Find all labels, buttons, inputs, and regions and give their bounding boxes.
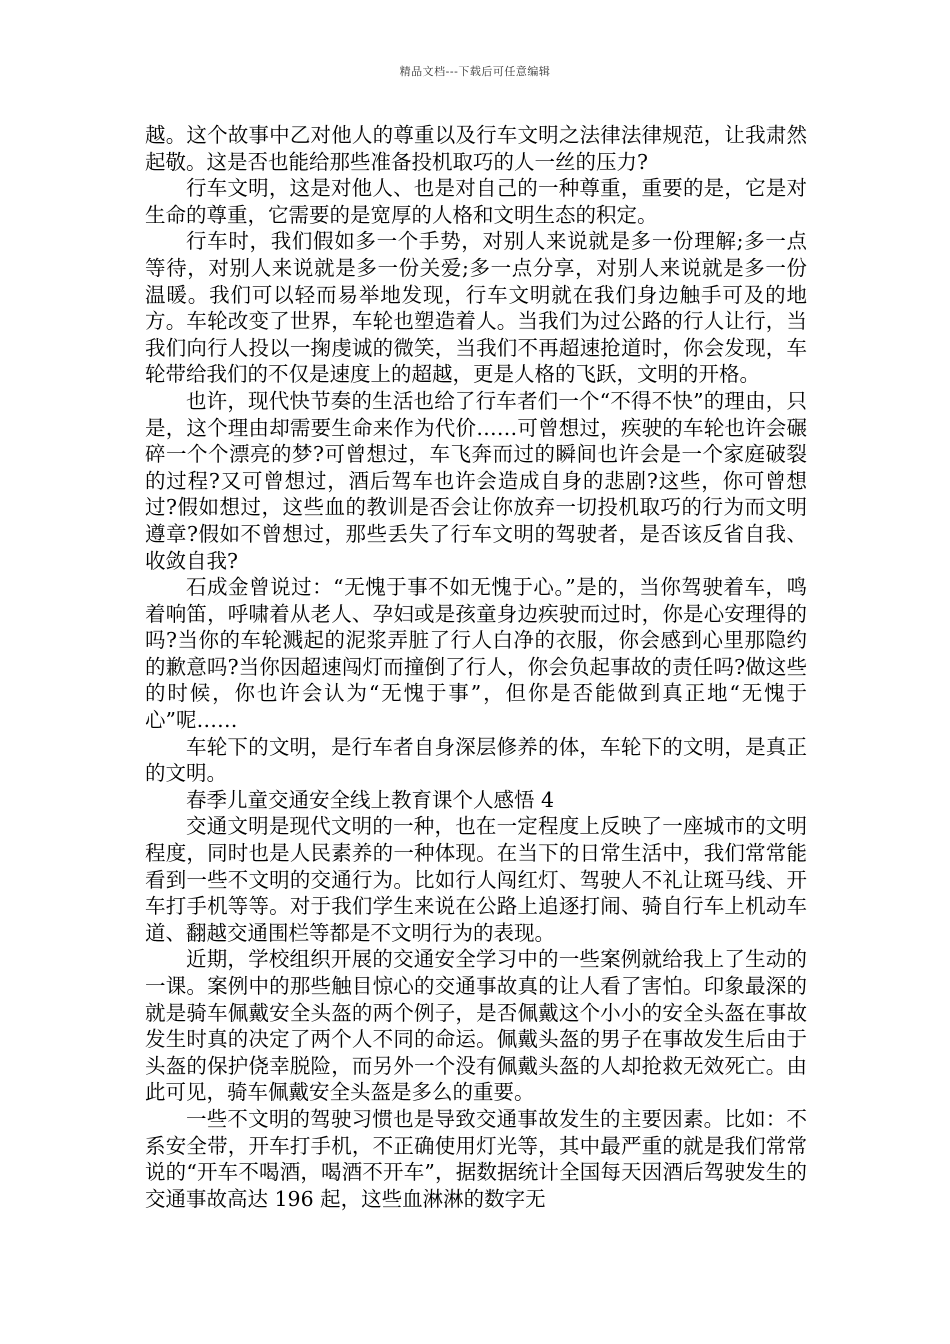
document-body <box>145 122 807 1212</box>
paragraph-9: 一些不文明的驾驶习惯也是导致交通事故发生的主要因素。比如：不系安全带，开车打手机，不正确使用灯光等，其中最严重的就是我们常常说的“开车不喝酒，喝酒不开车”，据数据统计全国每天因酒后驾驶发生的交通事故高达 196 起，这些血淋淋的数字无 <box>145 1106 807 1211</box>
paragraph-3: 行车时，我们假如多一个手势，对别人来说就是多一份理解;多一点等待，对别人来说就是多一份关爱;多一点分享，对别人来说就是多一份温暖。我们可以轻而易举地发现，行车文明就在我们身边触手可及的地方。车轮改变了世界，车轮也塑造着人。当我们为过公路的行人让行，当我们向行人投以一掬虔诚的微笑，当我们不再超速抢道时，你会发现，车轮带给我们的不仅是速度上的超越，更是人格的飞跃，文明的开格。 <box>145 229 807 387</box>
paragraph-1: 越。这个故事中乙对他人的尊重以及行车文明之法律法律规范，让我肃然起敬。这是否也能给那些准备投机取巧的人一丝的压力? <box>145 123 807 174</box>
paragraph-8: 近期，学校组织开展的交通安全学习中的一些案例就给我上了生动的一课。案例中的那些触目惊心的交通事故真的让人看了害怕。印象最深的就是骑车佩戴安全头盔的两个例子，是否佩戴这个小小的安全头盔在事故发生时真的决定了两个人不同的命运。佩戴头盔的男子在事故发生后由于头盔的保护侥幸脱险，而另外一个没有佩戴头盔的人却抢救无效死亡。由此可见，骑车佩戴安全头盔是多么的重要。 <box>145 947 807 1105</box>
paragraph-5: 石成金曾说过：“无愧于事不如无愧于心。”是的，当你驾驶着车，鸣着响笛，呼啸着从老人、孕妇或是孩童身边疾驶而过时，你是心安理得的吗?当你的车轮溅起的泥浆弄脏了行人白净的衣服，你会感到心里那隐约的歉意吗?当你因超速闯灯而撞倒了行人，你会负起事故的责任吗?做这些的时候，你也许会认为“无愧于事”，但你是否能做到真正地“无愧于心”呢…… <box>145 575 807 733</box>
paragraph-7: 交通文明是现代文明的一种，也在一定程度上反映了一座城市的文明程度，同时也是人民素养的一种体现。在当下的日常生活中，我们常常能看到一些不文明的交通行为。比如行人闯红灯、驾驶人不礼让斑马线、开车打手机等等。对于我们学生来说在公路上追逐打闹、骑自行车上机动车道、翻越交通围栏等都是不文明行为的表现。 <box>145 814 807 945</box>
page-header: 精品文档---下载后可任意编辑 <box>399 65 551 78</box>
paragraph-2: 行车文明，这是对他人、也是对自己的一种尊重，重要的是，它是对生命的尊重，它需要的是宽厚的人格和文明生态的积定。 <box>145 176 807 227</box>
paragraph-4: 也许，现代快节奏的生活也给了行车者们一个“不得不快”的理由，只是，这个理由却需要生命来作为代价……可曾想过，疾驶的车轮也许会碾碎一个个漂亮的梦?可曾想过，车飞奔而过的瞬间也许会是一个家庭破裂的过程?又可曾想过，酒后驾车也许会造成自身的悲剧?这些，你可曾想过?假如想过，这些血的教训是否会让你放弃一切投机取巧的行为而文明遵章?假如不曾想过，那些丢失了行车文明的驾驶者，是否该反省自我、收敛自我? <box>145 388 807 573</box>
section-title: 春季儿童交通安全线上教育课个人感悟 4 <box>186 787 555 812</box>
paragraph-6: 车轮下的文明，是行车者自身深层修养的体，车轮下的文明，是真正的文明。 <box>145 734 807 786</box>
